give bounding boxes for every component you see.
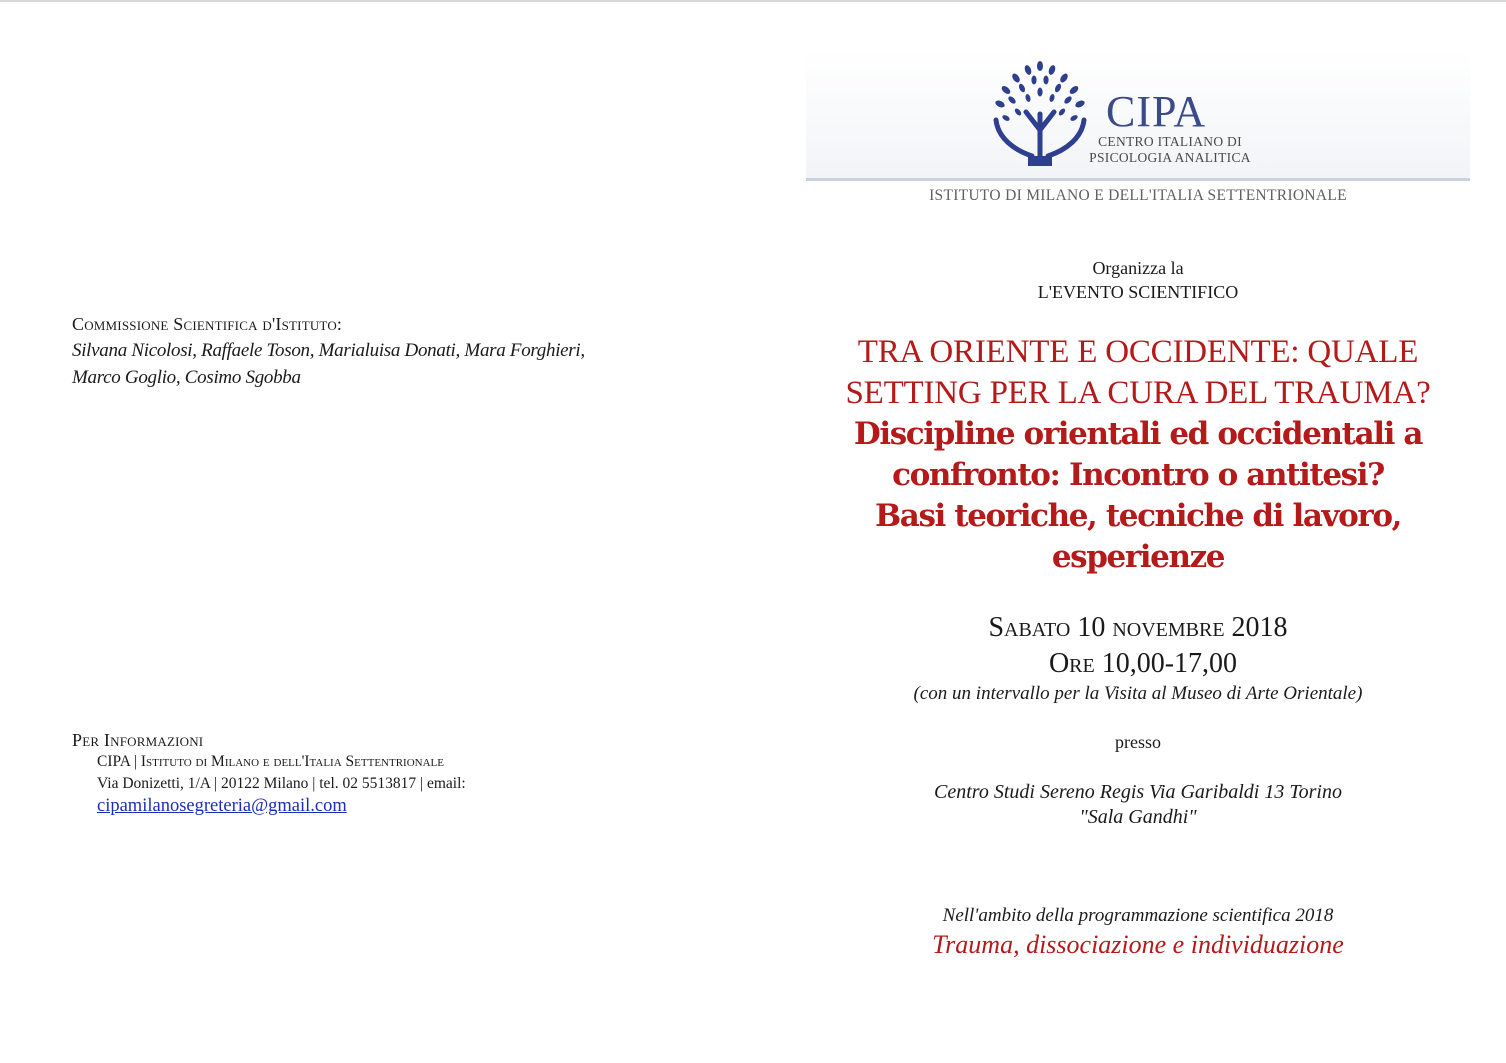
venue: [806, 780, 1470, 830]
organizer-note: [806, 256, 1470, 304]
venue-address: Centro Studi Sereno Regis Via Garibaldi 13 Torino: [934, 781, 1342, 803]
contact-info: [72, 730, 592, 818]
title-line-1: TRA ORIENTE E OCCIDENTE: QUALE: [857, 334, 1419, 370]
program-note: Nell'ambito della programmazione scientifica 2018: [942, 905, 1334, 926]
institute-name: ISTITUTO DI MILANO E DELL'ITALIA SETTENTRIONALE: [929, 187, 1347, 204]
commission-members-line-2: Marco Goglio, Cosimo Sgobba: [72, 367, 301, 388]
subtitle-line-3: Basi teoriche, tecniche di lavoro,: [874, 498, 1402, 534]
header-divider: [806, 178, 1470, 181]
subtitle-line-4: esperienze: [1051, 539, 1225, 575]
event-label: L'EVENTO SCIENTIFICO: [1037, 282, 1239, 302]
event-title: [806, 332, 1470, 578]
commission-members: [72, 337, 612, 391]
program-footer: [806, 903, 1470, 961]
email-link[interactable]: cipamilanosegreteria@gmail.com: [97, 796, 347, 816]
logo-subtitle: [1070, 134, 1270, 166]
info-org-prefix: CIPA |: [97, 753, 141, 770]
info-org: [97, 751, 592, 773]
venue-room: "Sala Gandhi": [1079, 806, 1197, 828]
top-border: [0, 0, 1506, 2]
presso-label: presso: [1115, 732, 1161, 752]
event-schedule: [806, 610, 1470, 706]
program-theme: Trauma, dissociazione e individuazione: [932, 930, 1344, 959]
subtitle-line-1: Discipline orientali ed occidentali a: [853, 416, 1423, 452]
logo-subtitle-line-1: CENTRO ITALIANO DI: [1098, 134, 1242, 149]
info-heading: Per Informazioni: [72, 730, 204, 750]
commission-heading: Commissione Scientifica d'Istituto:: [72, 314, 343, 334]
break-note: (con un intervallo per la Visita al Museo di Arte Orientale): [913, 683, 1363, 704]
commission-members-line-1: Silvana Nicolosi, Raffaele Toson, Marialuisa Donati, Mara Forghieri,: [72, 340, 585, 361]
scientific-commission: [72, 314, 672, 391]
organizza-text: Organizza la: [1092, 258, 1184, 278]
subtitle-line-2: confronto: Incontro o antitesi?: [892, 457, 1384, 493]
logo-subtitle-line-2: PSICOLOGIA ANALITICA: [1089, 150, 1251, 165]
event-date: Sabato 10 novembre 2018: [988, 612, 1288, 643]
title-line-2: SETTING PER LA CURA DEL TRAUMA?: [845, 375, 1431, 411]
info-address: Via Donizetti, 1/A | 20122 Milano | tel. 02 5513817 | email:: [97, 775, 466, 792]
info-body: [72, 751, 592, 818]
logo-name: CIPA: [1106, 87, 1207, 136]
info-org-name: Istituto di Milano e dell'Italia Settentrionale: [140, 753, 444, 770]
event-time: Ore 10,00-17,00: [1048, 648, 1238, 679]
